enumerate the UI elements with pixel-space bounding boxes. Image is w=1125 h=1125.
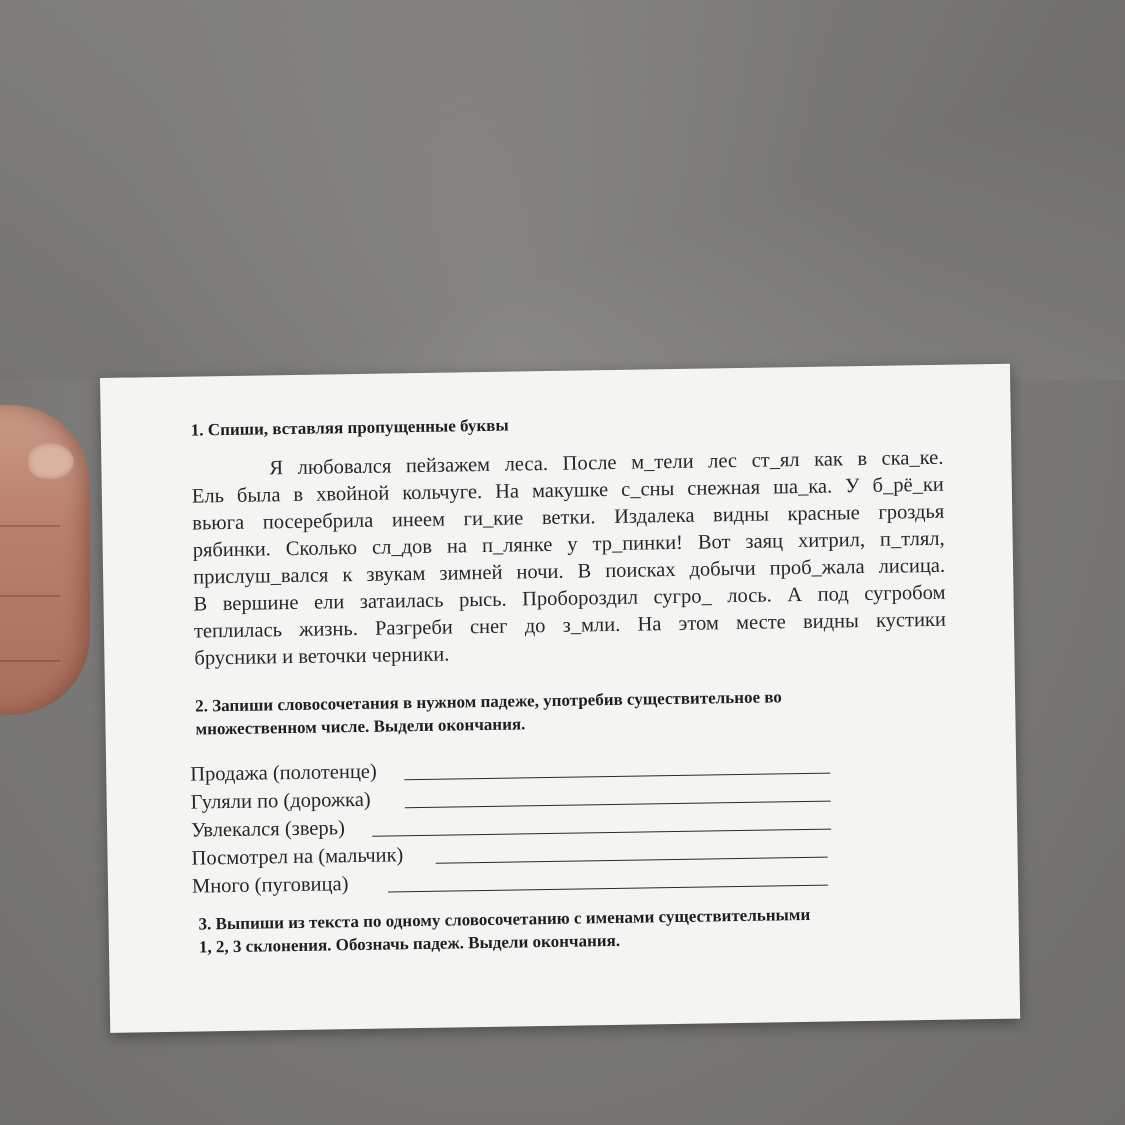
thumbnail — [28, 443, 74, 479]
fabric-background — [0, 0, 1125, 380]
phrase-label: Гуляли по (дорожка) — [190, 788, 371, 814]
finger-crease — [0, 660, 60, 662]
task2-title-line2: множественном числе. Выдели окончания. — [195, 714, 526, 739]
phrase-label: Увлекался (зверь) — [190, 817, 346, 842]
phrase-label: Много (пуговица) — [191, 873, 349, 898]
passage-line: Я любовался пейзажем леса. После м_тели лес ст_ял как в ска_ке. — [269, 446, 944, 480]
passage-line: теплилась жизнь. Разгреби снег до з_мли. На этом месте видны кустики — [193, 608, 947, 643]
passage-line: рябинки. Сколько сл_дов на п_лянке у тр_пинки! Вот заяц хитрил, п_тлял, — [192, 527, 945, 562]
passage-line: вьюга посеребрила инеем ги_кие ветки. Издалека видны красные гроздья — [192, 500, 945, 535]
task1-title: 1. Спиши, вставляя пропущенные буквы — [190, 415, 509, 440]
passage-line: В вершине ели затаилась рысь. Пробороздил сугро_ лось. А под сугробом — [193, 581, 946, 616]
finger-crease — [0, 525, 60, 527]
finger-crease — [0, 595, 60, 597]
worksheet-paper — [100, 364, 1020, 1033]
task3-title-line1: 3. Выпиши из текста по одному словосочетанию с именами существительными — [198, 904, 811, 934]
phrase-label: Продажа (полотенце) — [190, 760, 377, 786]
phrase-label: Посмотрел на (мальчик) — [191, 844, 404, 870]
task2-title-line1: 2. Запиши словосочетания в нужном падеже, употребив существительное во — [195, 687, 782, 716]
task3-title-line2: 1, 2, 3 склонения. Обозначь падеж. Выдели окончания. — [198, 930, 621, 957]
task2-phrase-list — [190, 750, 842, 900]
hand — [0, 405, 90, 715]
passage-line: брусники и веточки черники. — [194, 643, 450, 670]
passage-line: Ель была в хвойной кольчуге. На макушке с_сны снежная ша_ка. У б_рё_ки — [191, 473, 944, 508]
answer-line[interactable] — [388, 885, 828, 893]
task1-passage — [191, 445, 946, 673]
passage-line: прислуш_вался к звукам зимней ночи. В поисках добычи проб_жала лисица. — [192, 554, 946, 589]
